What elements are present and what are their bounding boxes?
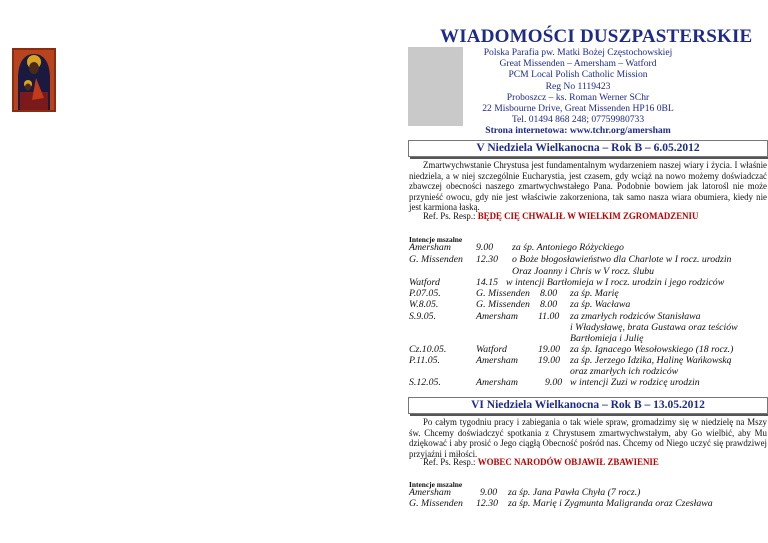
resp-label: Ref. Ps. Resp.: <box>423 457 478 467</box>
mass-day: S.9.05. <box>409 311 436 322</box>
mass-intention: o Boże błogosławieństwo dla Charlote w I rocz. urodzin <box>512 254 732 265</box>
mass-time: 9.00 <box>480 487 498 498</box>
parish-mission: PCM Local Polish Catholic Mission <box>508 69 648 81</box>
mass-time: 8.00 <box>540 288 558 299</box>
mass-intention: za śp. Ignacego Wesołowskiego (18 rocz.) <box>570 344 734 355</box>
paragraph-text: Po całym tygodniu pracy i zabiegania o tak wiele spraw, gromadzimy się w niedzielę na Mszy św. Chcemy doświadczyć spotkania z Chrystusem zmartwychwstałym, aby Go wielbić, aby Mu dziękować i aby prosić o Jego ciągłą Obecność pośród nas. Chcemy od Niego uczyć się prawdziwej przyjaźni i miłości. <box>409 417 767 459</box>
parish-name: Polska Parafia pw. Matki Bożej Częstochowskiej <box>483 47 673 58</box>
mass-place: Amersham <box>476 311 518 322</box>
mass-time: 9.00 <box>545 377 563 388</box>
mass-time: 11.00 <box>538 311 560 322</box>
parish-website[interactable]: Strona internetowa: www.tchr.org/amersham <box>485 125 671 137</box>
mass-place: G. Missenden <box>476 299 530 310</box>
mass-intention: za śp. Jana Pawła Chyła (7 rocz.) <box>508 487 641 498</box>
resp-label: Ref. Ps. Resp.: <box>423 211 478 221</box>
parish-info <box>458 47 698 137</box>
mass-place: Amersham <box>476 377 518 388</box>
mass-place: G. Missenden <box>409 254 463 265</box>
mass-intention: Bartłomieja i Julię <box>570 333 644 344</box>
mass-time: 12.30 <box>476 498 499 509</box>
mass-intention: i Władysławę, brata Gustawa oraz teściów <box>570 322 738 333</box>
mass-time: 12.30 <box>476 254 499 265</box>
section-paragraph-1 <box>409 160 767 213</box>
parish-priest: Proboszcz – ks. Roman Werner SChr <box>506 91 650 103</box>
mass-intention: za śp. Marię <box>570 288 619 299</box>
intencje-label-2: Intencje mszalne <box>409 480 463 489</box>
parish-locations: Great Missenden – Amersham – Watford <box>499 58 657 70</box>
mass-intention: za śp. Marię i Zygmunta Maligranda oraz Czesława <box>508 498 713 509</box>
mass-time: 9.00 <box>476 242 494 253</box>
mass-intention: za zmarłych rodziców Stanisława <box>570 311 701 322</box>
paragraph-text: Zmartwychwstanie Chrystusa jest fundamentalnym wydarzeniem naszej wiary i życia. I właśnie niedziela, a w niej szczególnie Eucharystia, jest czasem, gdy wciąż na nowo możemy doświadczać zbawczej obecności naszego zmartwychwstałego Pana. Podobnie bowiem jak latorośl nie może przynieść owocu, gdy nie jest właściwie zakorzeniona, tak samo nasza wiara obumiera, kiedy nie jest karmiona łaską. <box>409 160 767 213</box>
mass-time: 8.00 <box>540 299 558 310</box>
mass-intention: w intencji Bartłomieja w I rocz. urodzin i jego rodziców <box>506 277 725 288</box>
mass-intention: oraz zmarłych ich rodziców <box>570 366 679 377</box>
mass-time: 14.15 <box>476 277 499 288</box>
mass-day: W.8.05. <box>409 299 439 310</box>
section-paragraph-2 <box>409 417 767 459</box>
mass-day: P.07.05. <box>409 288 441 299</box>
mass-day: Cz.10.05. <box>409 344 447 355</box>
mass-place: Amersham <box>409 487 451 498</box>
mass-day: S.12.05. <box>409 377 441 388</box>
mass-intention: za śp. Wacława <box>570 299 631 310</box>
psalm-response-2 <box>423 457 659 467</box>
mass-time: 19.00 <box>538 344 561 355</box>
mass-place: Amersham <box>409 242 451 253</box>
parish-phone: Tel. 01494 868 248; 07759980733 <box>511 114 645 126</box>
mass-place: Watford <box>476 344 507 355</box>
mass-time: 19.00 <box>538 355 561 366</box>
mass-place: Amersham <box>476 355 518 366</box>
resp-text: BĘDĘ CIĘ CHWALIŁ W WIELKIM ZGROMADZENIU <box>477 211 699 221</box>
resp-text: WOBEC NARODÓW OBJAWIŁ ZBAWIENIE <box>477 457 659 467</box>
parish-address: 22 Misbourne Drive, Great Missenden HP16 0BL <box>482 103 674 115</box>
section-heading-1: V Niedziela Wielkanocna – Rok B – 6.05.2012 <box>408 140 768 157</box>
page-title: WIADOMOŚCI DUSZPASTERSKIE <box>440 26 753 47</box>
section-heading-2: VI Niedziela Wielkanocna – Rok B – 13.05.2012 <box>408 397 768 414</box>
madonna-icon <box>12 48 56 112</box>
mass-place: G. Missenden <box>476 288 530 299</box>
mass-intention: w intencji Zuzi w rodzicę urodzin <box>570 377 700 388</box>
intencje-label-1: Intencje mszalne <box>409 235 463 244</box>
mass-intention: za śp. Antoniego Różyckiego <box>512 242 624 253</box>
psalm-response-1 <box>423 211 698 221</box>
mass-intention: Oraz Joanny i Chris w V rocz. ślubu <box>512 266 655 277</box>
mass-day: P.11.05. <box>409 355 440 366</box>
mass-place: Watford <box>409 277 440 288</box>
mass-place: G. Missenden <box>409 498 463 509</box>
header-image-placeholder <box>408 47 463 126</box>
mass-intention: za śp. Jerzego Idzika, Halinę Wańkowską <box>570 355 732 366</box>
parish-reg: Reg No 1119423 <box>545 80 611 92</box>
